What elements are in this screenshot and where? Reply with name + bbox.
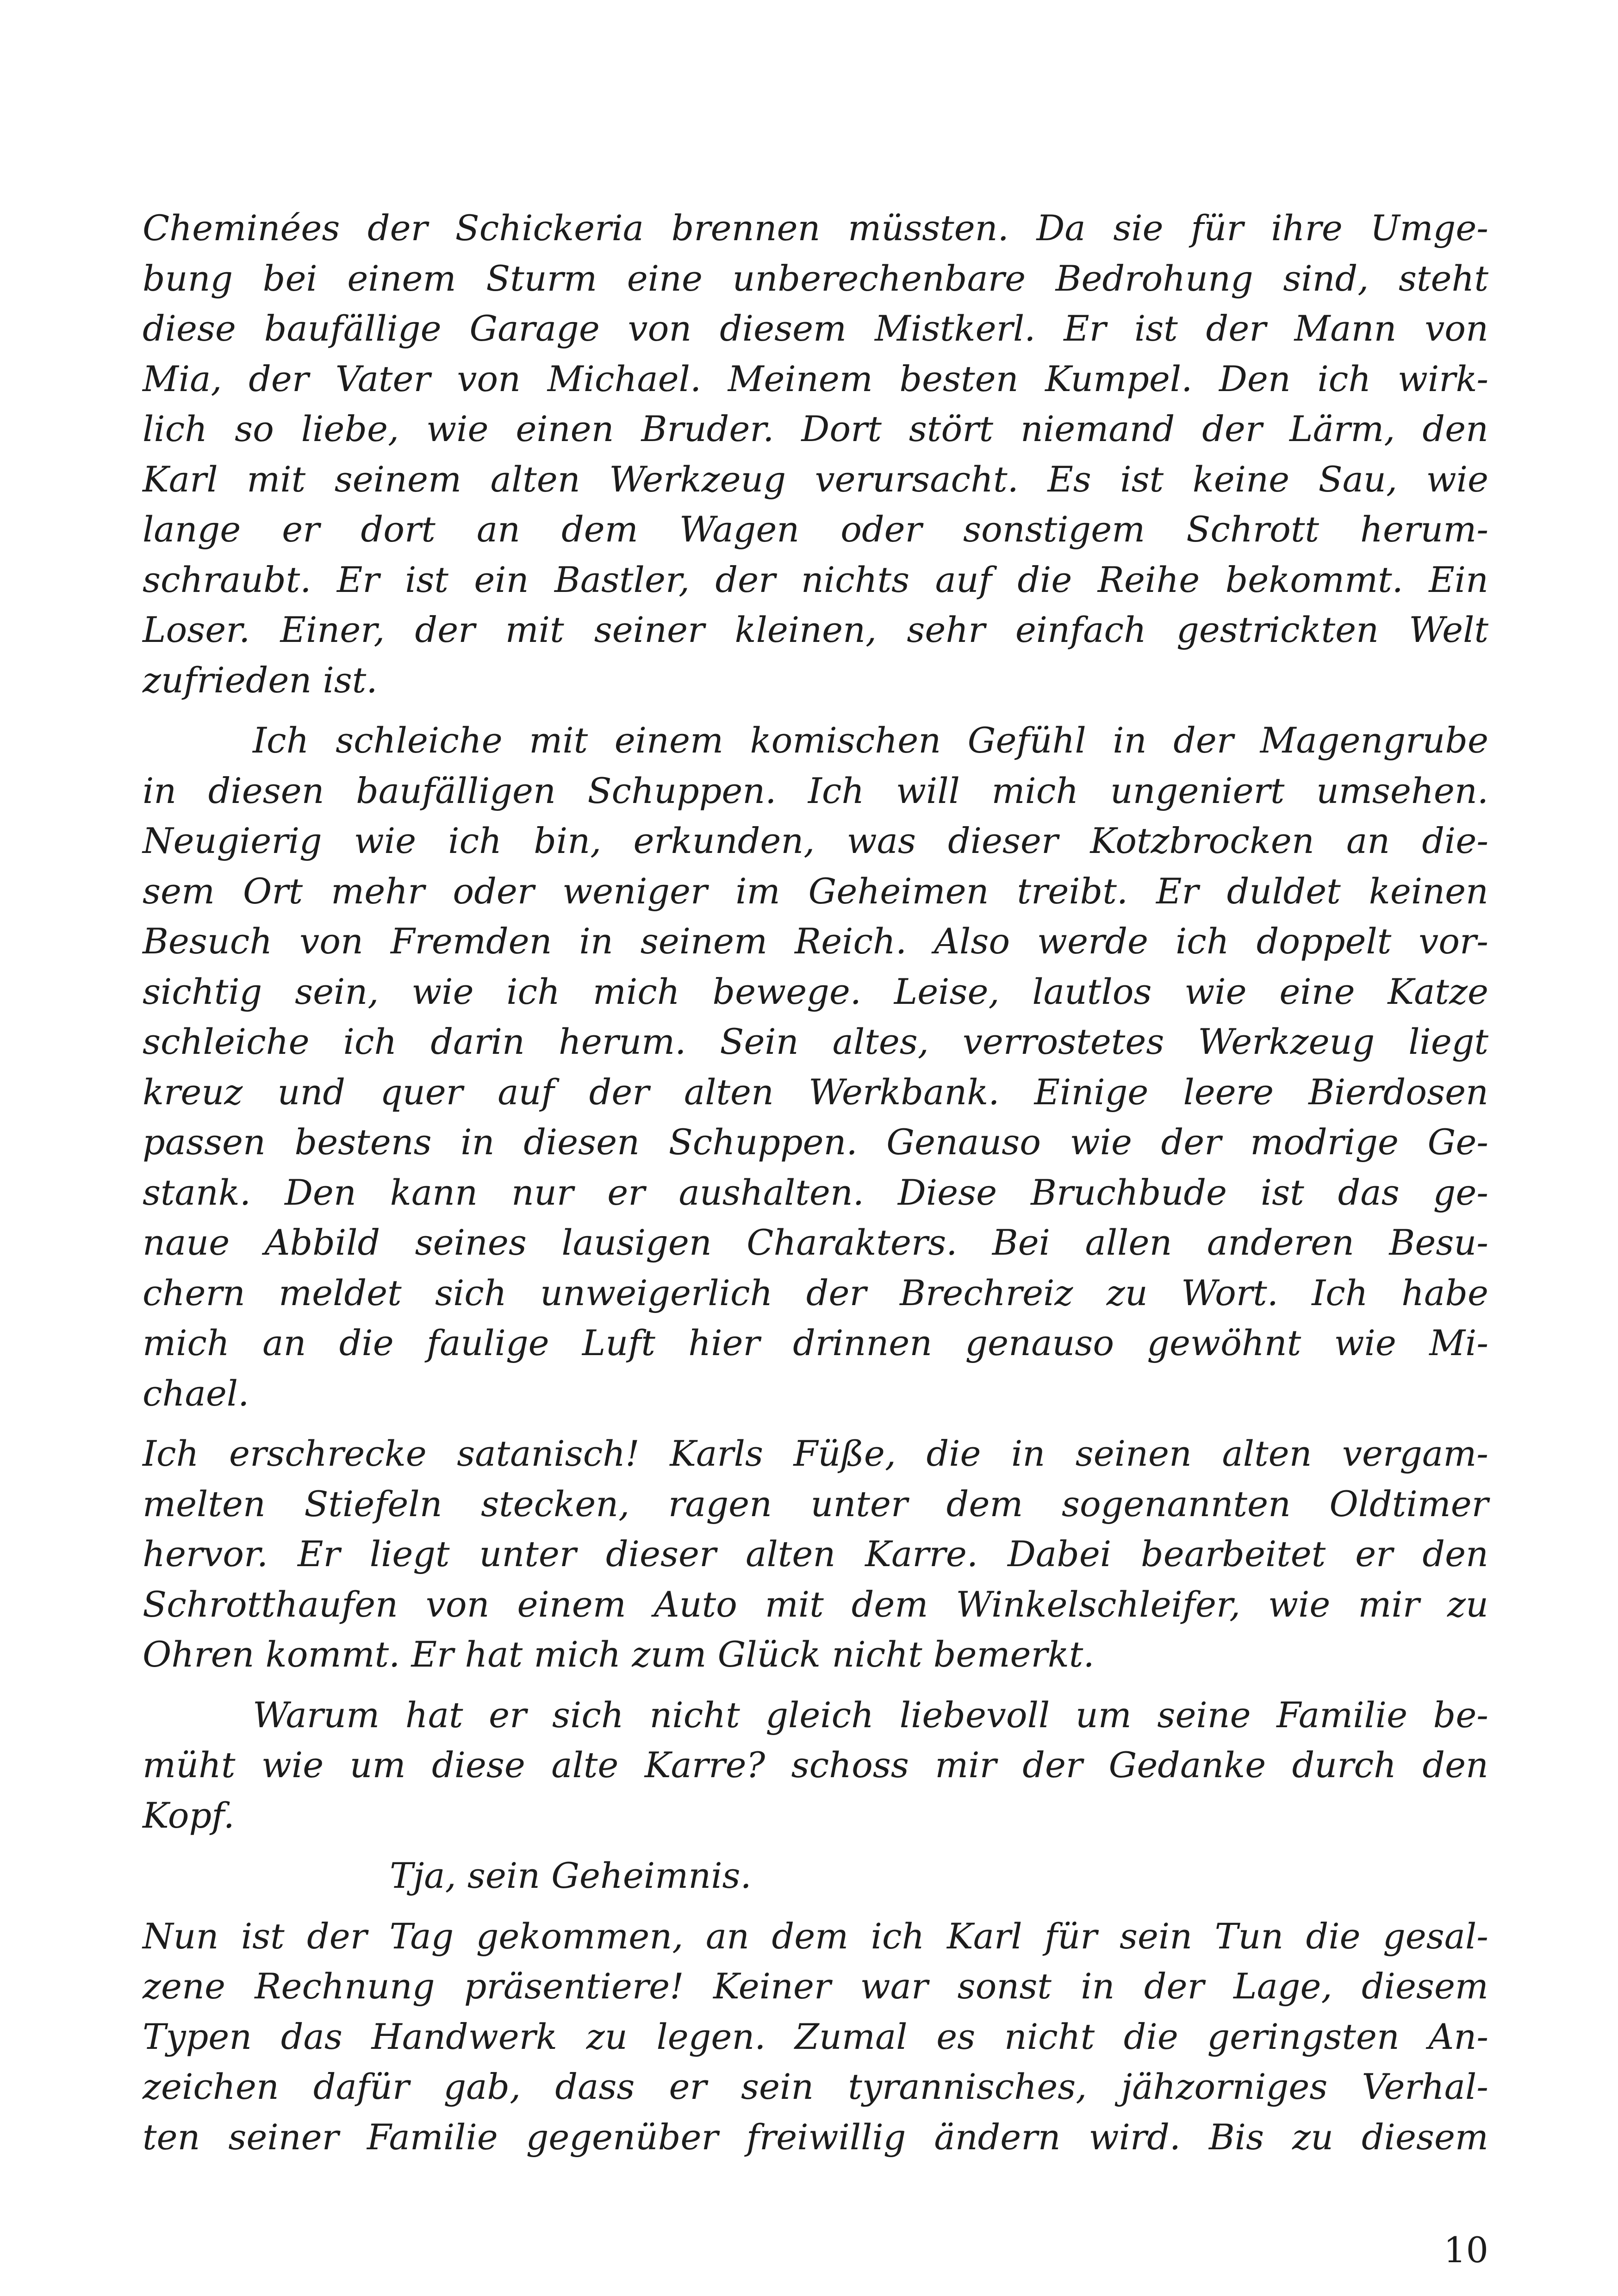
text-line: diese baufällige Garage von diesem Mistkerl. Er ist der Mann von xyxy=(143,308,1488,349)
text-line: zeichen dafür gab, dass er sein tyrannisches, jähzorniges Verhal- xyxy=(143,2066,1488,2107)
text-line: Schrotthaufen von einem Auto mit dem Winkelschleifer, wie mir zu xyxy=(143,1583,1488,1625)
text-line: bung bei einem Sturm eine unberechenbare Bedrohung sind, steht xyxy=(143,257,1488,299)
text-line: Tja, sein Geheimnis. xyxy=(390,1855,752,1896)
text-line: ten seiner Familie gegenüber freiwillig ändern wird. Bis zu diesem xyxy=(143,2116,1488,2158)
page-number: 10 xyxy=(1444,2229,1488,2271)
text-line: chern meldet sich unweigerlich der Brechreiz zu Wort. Ich habe xyxy=(143,1272,1488,1313)
text-line: passen bestens in diesen Schuppen. Genauso wie der modrige Ge- xyxy=(143,1121,1488,1163)
paragraph xyxy=(143,1911,1488,2163)
text-line: naue Abbild seines lausigen Charakters. Bei allen anderen Besu- xyxy=(143,1222,1488,1263)
text-line: zene Rechnung präsentiere! Keiner war sonst in der Lage, diesem xyxy=(143,1966,1488,2007)
text-line: Ich schleiche mit einem komischen Gefühl in der Magengrube xyxy=(253,720,1488,761)
text-line: müht wie um diese alte Karre? schoss mir der Gedanke durch den xyxy=(143,1744,1488,1786)
paragraph xyxy=(143,1690,1488,1841)
text-line: Typen das Handwerk zu legen. Zumal es nicht die geringsten An- xyxy=(143,2016,1488,2057)
text-line: lich so liebe, wie einen Bruder. Dort stört niemand der Lärm, den xyxy=(143,408,1488,449)
text-line: Loser. Einer, der mit seiner kleinen, sehr einfach gestrickten Welt xyxy=(143,609,1488,650)
paragraph xyxy=(143,716,1488,1419)
text-line: sichtig sein, wie ich mich bewege. Leise, lautlos wie eine Katze xyxy=(143,971,1488,1012)
text-line: schleiche ich darin herum. Sein altes, verrostetes Werkzeug liegt xyxy=(143,1021,1488,1062)
text-line: zufrieden ist. xyxy=(143,659,378,701)
text-line: chael. xyxy=(143,1372,249,1414)
text-line: Cheminées der Schickeria brennen müssten. Da sie für ihre Umge- xyxy=(143,207,1488,249)
text-line: schraubt. Er ist ein Bastler, der nichts auf die Reihe bekommt. Ein xyxy=(143,559,1488,600)
text-line: Ohren kommt. Er hat mich zum Glück nicht bemerkt. xyxy=(143,1634,1095,1675)
text-line: stank. Den kann nur er aushalten. Diese Bruchbude ist das ge- xyxy=(143,1171,1488,1213)
text-line: Nun ist der Tag gekommen, an dem ich Karl für sein Tun die gesal- xyxy=(143,1915,1488,1957)
text-line: Besuch von Fremden in seinem Reich. Also werde ich doppelt vor- xyxy=(143,921,1488,962)
text-line: lange er dort an dem Wagen oder sonstigem Schrott herum- xyxy=(143,509,1488,550)
text-line: sem Ort mehr oder weniger im Geheimen treibt. Er duldet keinen xyxy=(143,870,1488,912)
paragraph xyxy=(143,1429,1488,1680)
text-line: hervor. Er liegt unter dieser alten Karre. Dabei bearbeitet er den xyxy=(143,1533,1488,1574)
body-text xyxy=(143,203,1488,2172)
text-line: mich an die faulige Luft hier drinnen genauso gewöhnt wie Mi- xyxy=(143,1322,1488,1363)
text-line: Neugierig wie ich bin, erkunden, was dieser Kotzbrocken an die- xyxy=(143,820,1488,861)
text-line: melten Stiefeln stecken, ragen unter dem sogenannten Oldtimer xyxy=(143,1483,1488,1524)
paragraph xyxy=(143,1851,1488,1901)
text-line: Ich erschrecke satanisch! Karls Füße, die in seinen alten vergam- xyxy=(143,1433,1488,1474)
text-line: Kopf. xyxy=(143,1794,235,1836)
text-line: Mia, der Vater von Michael. Meinem besten Kumpel. Den ich wirk- xyxy=(143,358,1488,399)
text-line: Warum hat er sich nicht gleich liebevoll um seine Familie be- xyxy=(253,1694,1488,1736)
text-line: in diesen baufälligen Schuppen. Ich will mich ungeniert umsehen. xyxy=(143,770,1488,811)
text-line: Karl mit seinem alten Werkzeug verursacht. Es ist keine Sau, wie xyxy=(143,458,1488,500)
text-line: kreuz und quer auf der alten Werkbank. Einige leere Bierdosen xyxy=(143,1071,1488,1113)
paragraph xyxy=(143,203,1488,705)
